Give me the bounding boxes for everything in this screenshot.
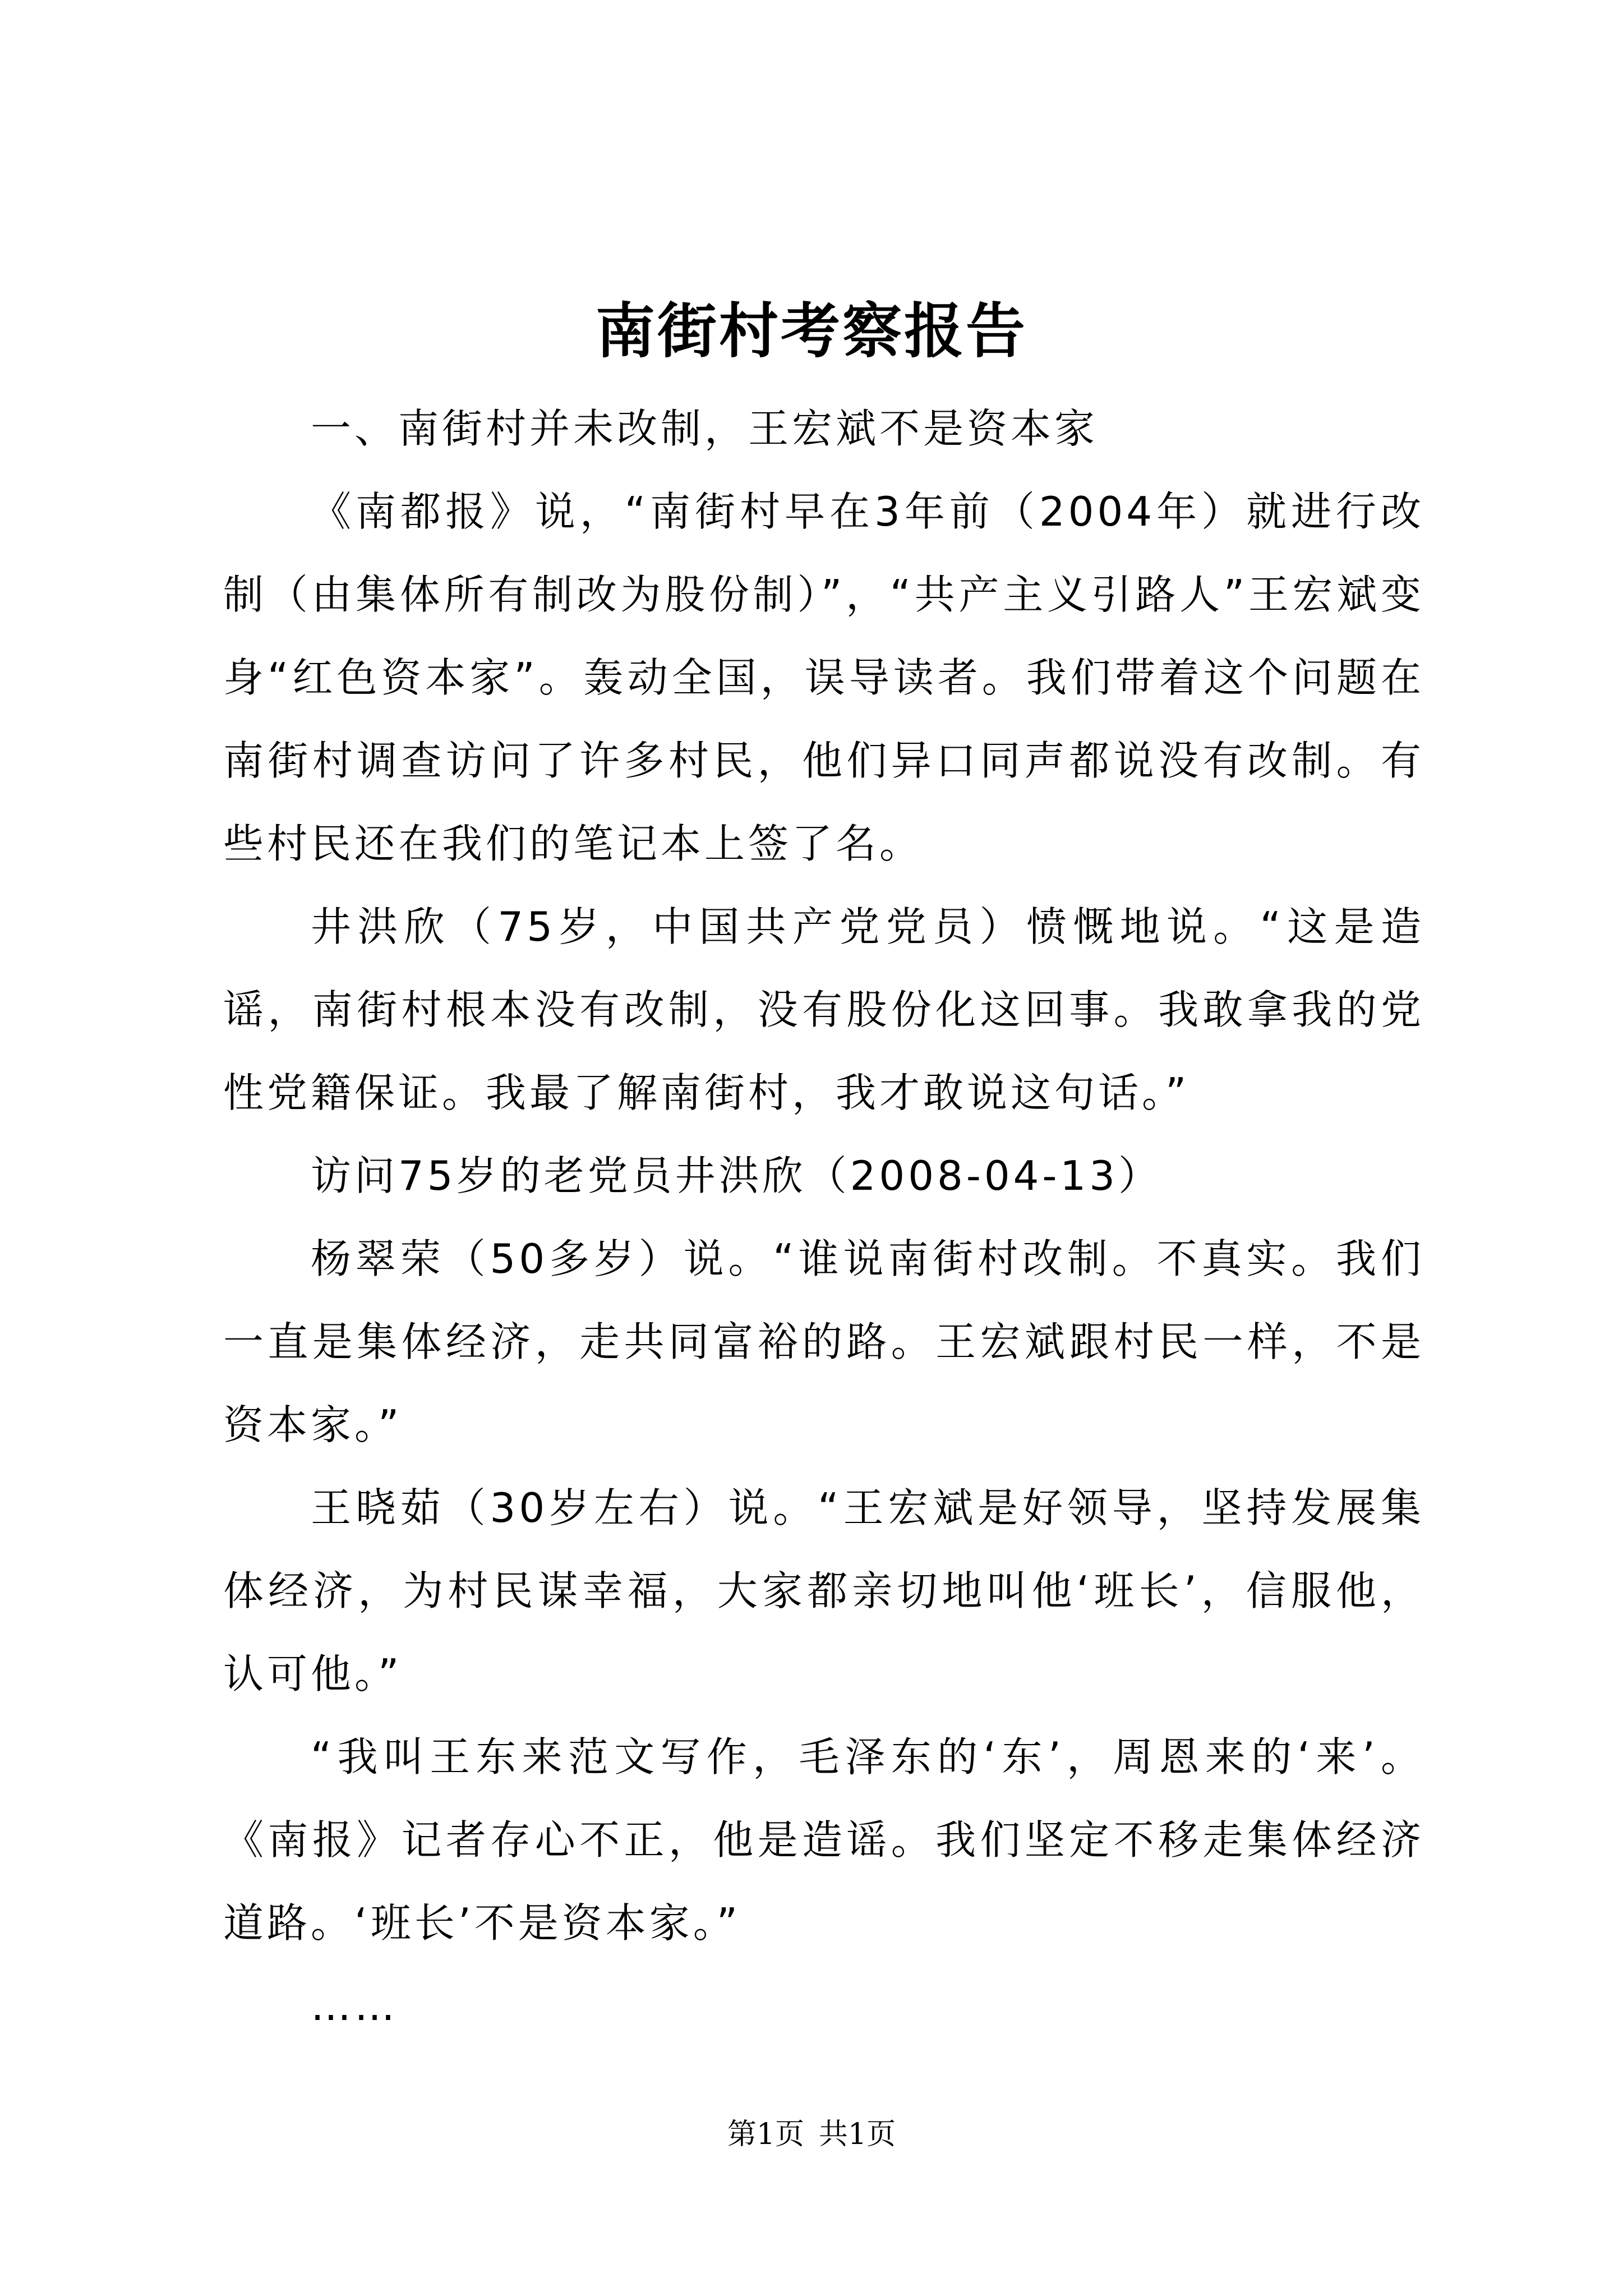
paragraph-quote-wang-donglai: “我叫王东来范文写作，毛泽东的‘东’，周恩来的‘来’。《南报》记者存心不正，他是造谣。我们坚定不移走集体经济道路。‘班长’不是资本家。” <box>223 1733 1424 1947</box>
paragraph-ellipsis: …… <box>311 1982 398 2030</box>
section-heading: 一、南街村并未改制，王宏斌不是资本家 <box>311 405 1099 452</box>
paragraph-quote-jing: 井洪欣（75岁，中国共产党党员）愤慨地说。“这是造谣，南街村根本没有改制，没有股份化这回事。我敢拿我的党性党籍保证。我最了解南街村，我才敢说这句话。” <box>223 903 1424 1116</box>
paragraph-quote-yang: 杨翠荣（50多岁）说。“谁说南街村改制。不真实。我们一直是集体经济，走共同富裕的路。王宏斌跟村民一样，不是资本家。” <box>223 1235 1424 1448</box>
document-title: 南街村考察报告 <box>596 296 1027 366</box>
paragraph-intro: 《南都报》说，“南街村早在3年前（2004年）就进行改制（由集体所有制改为股份制）”，“共产主义引路人”王宏斌变身“红色资本家”。轰动全国，误导读者。我们带着这个问题在南街村调查访问了许多村民，他们异口同声都说没有改制。有些村民还在我们的笔记本上签了名。 <box>223 488 1424 867</box>
total-pages-label: 共1页 <box>819 2118 896 2151</box>
photo-caption: 访问75岁的老党员井洪欣（2008-04-13） <box>311 1152 1163 1199</box>
current-page-label: 第1页 <box>727 2118 804 2151</box>
paragraph-quote-wang-xiaoru: 王晓茹（30岁左右）说。“王宏斌是好领导，坚持发展集体经济，为村民谋幸福，大家都亲切地叫他‘班长’，信服他，认可他。” <box>223 1484 1424 1697</box>
document-body <box>223 387 1424 2047</box>
page-footer <box>0 2115 1623 2154</box>
